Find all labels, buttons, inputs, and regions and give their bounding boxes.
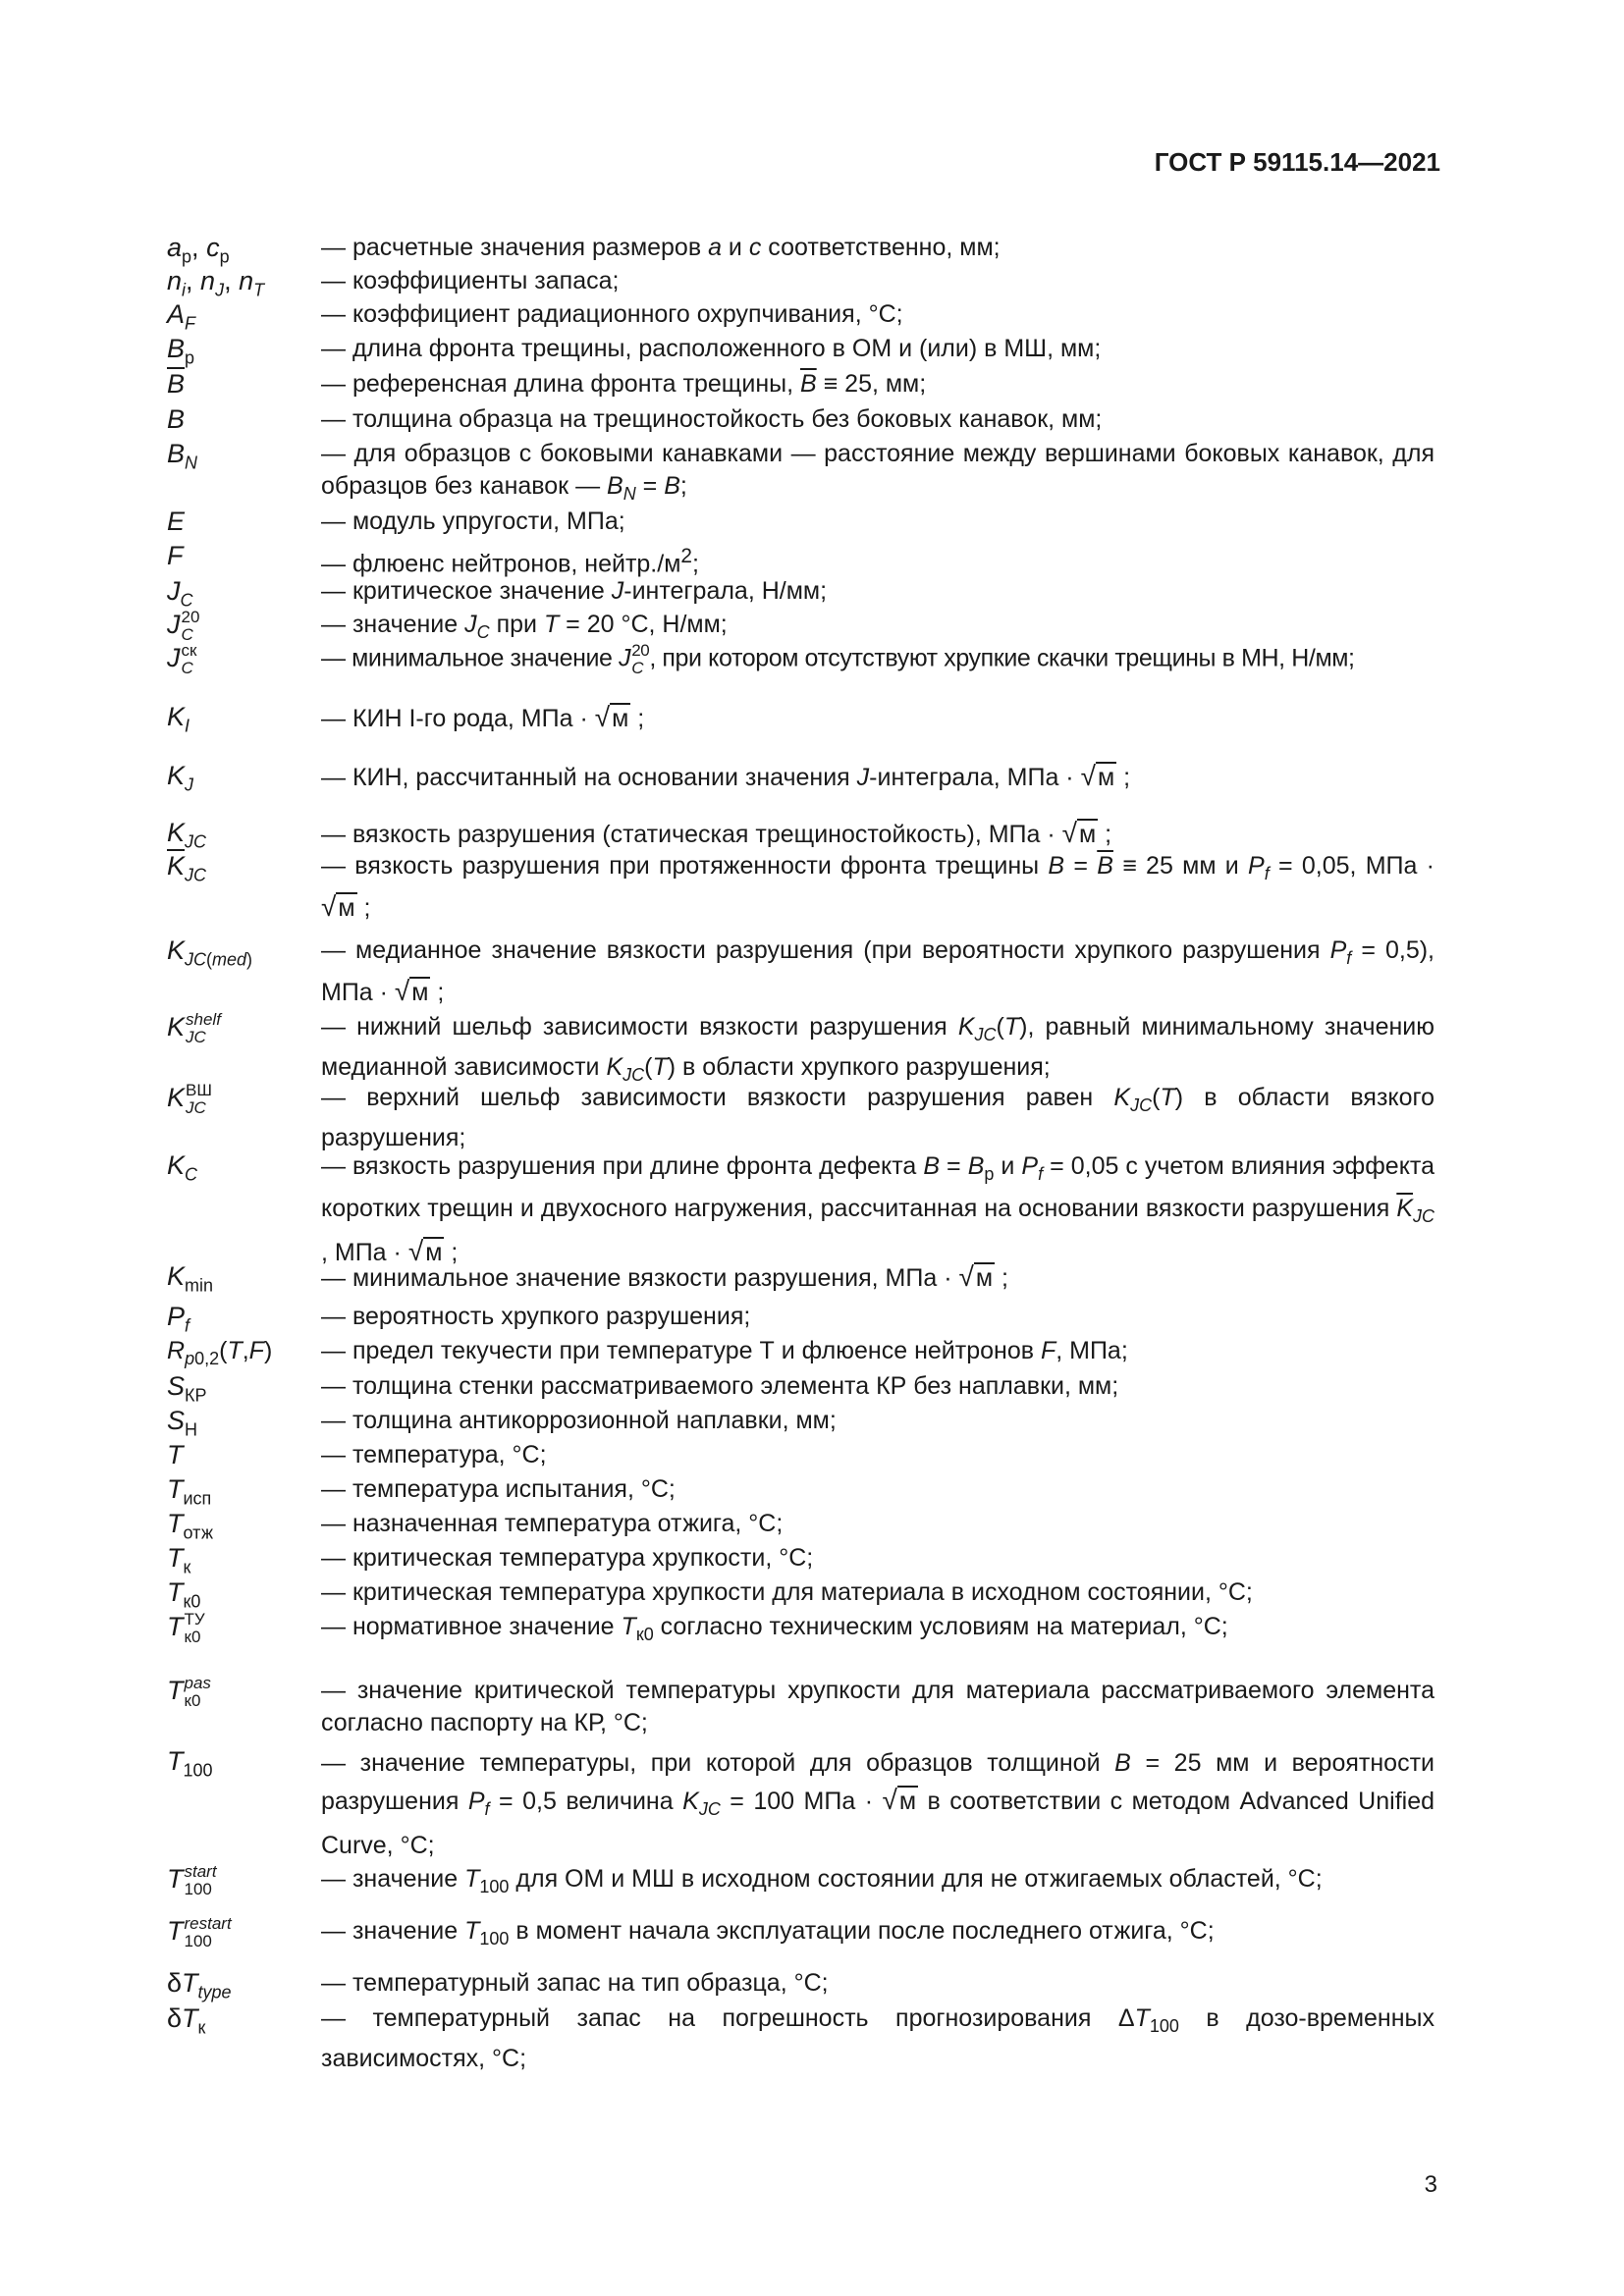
symbol: $K_{JC}$: [167, 818, 207, 852]
symbol: E: [167, 507, 186, 536]
definition: — значение $T_{100}$ для ОМ и МШ в исходном состоянии для не отжигаемых областей, °С;: [321, 1865, 1323, 1896]
symbol: $K_{JC(med)}$: [167, 935, 253, 970]
symbol: F: [167, 541, 184, 570]
definition: — назначенная температура отжига, °С;: [321, 1510, 784, 1537]
definition: — минимальное значение вязкости разрушения, МПа · √м ;: [321, 1261, 1008, 1292]
definition: — толщина стенки рассматриваемого элемента КР без наплавки, мм;: [321, 1372, 1119, 1400]
definition: — вязкость разрушения при протяженности фронта трещины $B = \overline{B} \equiv 25$ мм и $P_f = 0,05$, МПа · √м ;: [321, 852, 1435, 922]
sqrt-m-symbol: √м: [1080, 761, 1115, 791]
symbol: $B_N$: [167, 439, 198, 473]
symbol: $K_C$: [167, 1150, 198, 1185]
sqrt-m-symbol: √м: [594, 702, 629, 732]
symbol: J ск C: [167, 641, 197, 677]
definition: — вероятность хрупкого разрушения;: [321, 1303, 751, 1330]
symbol: $\overline{K}_{JC}$: [167, 851, 207, 885]
symbol: $T_{отж}$: [167, 1509, 213, 1543]
definition: — нижний шельф зависимости вязкости разрушения $K_{JC}(T)$, равный минимальному значению медианной зависимости $K_{JC}(T)$ в области хрупкого разрушения;: [321, 1013, 1435, 1085]
definition: — толщина образца на трещиностойкость без боковых канавок, мм;: [321, 405, 1103, 433]
symbol: $R_{p0,2}(T,F)$: [167, 1337, 273, 1368]
symbol: T pas к0: [167, 1674, 211, 1710]
sqrt-m-symbol: √м: [1061, 818, 1097, 848]
definition: — толщина антикоррозионной наплавки, мм;: [321, 1407, 837, 1434]
symbol: T restart 100: [167, 1914, 232, 1950]
definition: — КИН I-го рода, МПа · √м ;: [321, 702, 645, 732]
symbol: $a_р$, $c_р$: [167, 233, 230, 267]
symbol: $\delta T_к$: [167, 2003, 206, 2038]
definition: — температура, °С;: [321, 1441, 547, 1468]
definition: — флюенс нейтронов, $нейтр./м^2$;: [321, 545, 699, 578]
definition: — температурный запас на тип образца, °С;: [321, 1969, 829, 1997]
definition: — вязкость разрушения (статическая трещиностойкость), МПа · √м ;: [321, 818, 1112, 848]
symbol: J 20 C: [167, 608, 200, 644]
definition: — значение $T_{100}$ в момент начала эксплуатации после последнего отжига, °С;: [321, 1917, 1215, 1949]
definition: — значение критической температуры хрупкости для материала рассматриваемого элемента согласно паспорту на КР, °С;: [321, 1677, 1435, 1736]
definition: — температурный запас на погрешность прогнозирования $\Delta T_{100}$ в дозо-временных зависимостях, °С;: [321, 2004, 1435, 2072]
sqrt-m-symbol: √м: [321, 891, 355, 922]
symbol: $B_р$: [167, 334, 195, 368]
page-number: 3: [1424, 2171, 1437, 2198]
definition: — коэффициенты запаса;: [321, 267, 620, 294]
definition: — нормативное значение $T_{к0}$ согласно техническим условиям на материал, °С;: [321, 1613, 1228, 1644]
definition: — модуль упругости, МПа;: [321, 507, 625, 535]
symbol: $S_{КР}$: [167, 1371, 207, 1406]
definition: — вязкость разрушения при длине фронта дефекта $B = B_р$ и $P_f = 0,05$ с учетом влияния эффекта коротких трещин и двухосного нагружения, рассчитанная на основании вязкости разрушения $\overline{K}_{JC}$ , МПа · √м ;: [321, 1152, 1435, 1266]
sqrt-m-symbol: √м: [407, 1236, 443, 1266]
symbol: $T_{100}$: [167, 1746, 213, 1781]
symbol: $P_f$: [167, 1302, 190, 1336]
definition: — верхний шельф зависимости вязкости разрушения равен $K_{JC}(T)$ в области вязкого разрушения;: [321, 1084, 1435, 1151]
symbol: T ТУ к0: [167, 1610, 205, 1646]
definition: — для образцов с боковыми канавками — расстояние между вершинами боковых канавок, для образцов без канавок — $B_N = B$;: [321, 440, 1435, 504]
symbol: $\overline{B}$: [167, 369, 186, 399]
definition: — предел текучести при температуре Т и флюенсе нейтронов F, МПа;: [321, 1337, 1128, 1364]
document-code-header: ГОСТ Р 59115.14—2021: [1154, 147, 1440, 177]
definition: — коэффициент радиационного охрупчивания, °С;: [321, 300, 903, 328]
symbol: B: [167, 404, 186, 434]
symbol: $J_C$: [167, 576, 193, 611]
definition: — КИН, рассчитанный на основании значения J-интеграла, МПа · √м ;: [321, 761, 1131, 791]
definition: — расчетные значения размеров a и c соответственно, мм;: [321, 234, 1001, 261]
symbol: K ВШ JC: [167, 1081, 212, 1117]
symbol: $\delta T_{type}$: [167, 1968, 232, 2002]
symbol: $A_F$: [167, 299, 196, 334]
symbol: $T_{исп}$: [167, 1474, 212, 1509]
definition: — референсная длина фронта трещины, $\overline{B} \equiv 25$, мм;: [321, 370, 927, 398]
symbol: $K_I$: [167, 702, 190, 736]
symbol: K shelf JC: [167, 1010, 221, 1046]
definition: — минимальное значение J 20 C , при котором отсутствуют хрупкие скачки трещины в МН, Н/мм;: [321, 641, 1355, 677]
symbol: $S_Н$: [167, 1406, 198, 1440]
symbol: $K_{min}$: [167, 1261, 214, 1296]
symbol: $n_i$, $n_J$, $n_T$: [167, 266, 265, 300]
definition: — значение температуры, при которой для образцов толщиной B = 25 мм и вероятности разрушения $P_f = 0,5$ величина $K_{JC} = 100$ МПа · √м в соответствии с методом Advanced Unified Curve, °С;: [321, 1749, 1435, 1859]
definition: — медианное значение вязкости разрушения (при вероятности хрупкого разрушения $P_f = 0,5$), МПа · √м ;: [321, 936, 1435, 1006]
definition: — температура испытания, °С;: [321, 1475, 676, 1503]
definition: — критическое значение J-интеграла, Н/мм;: [321, 577, 828, 605]
symbol: $K_J$: [167, 761, 194, 795]
sqrt-m-symbol: √м: [394, 976, 429, 1006]
symbol: T: [167, 1440, 184, 1469]
symbol: $T_к$: [167, 1543, 191, 1577]
definition: — значение $J_C$ при T = 20 °С, Н/мм;: [321, 611, 728, 642]
definition: — длина фронта трещины, расположенного в ОМ и (или) в МШ, мм;: [321, 335, 1102, 362]
symbol: $T_{к0}$: [167, 1577, 201, 1612]
definition: — критическая температура хрупкости для материала в исходном состоянии, °С;: [321, 1578, 1253, 1606]
symbol: T start 100: [167, 1862, 217, 1898]
sqrt-m-symbol: √м: [882, 1785, 917, 1815]
definition: — критическая температура хрупкости, °С;: [321, 1544, 814, 1572]
sqrt-m-symbol: √м: [958, 1261, 994, 1292]
